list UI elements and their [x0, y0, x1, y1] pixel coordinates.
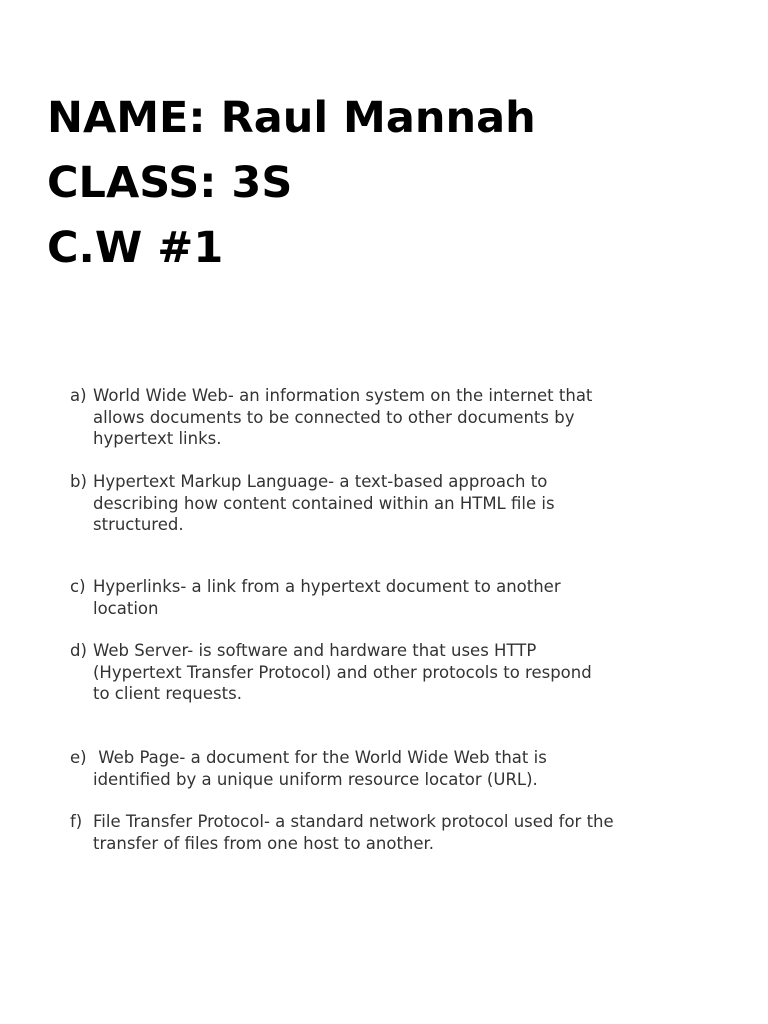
list-item-e [70, 747, 710, 790]
text-line: structured. [93, 515, 184, 534]
list-item-text [93, 385, 710, 450]
text-line: Web Page- a document for the World Wide Web that is [93, 748, 547, 767]
list-marker: b) [70, 472, 87, 491]
text-line: Web Server- is software and hardware that uses HTTP [93, 641, 537, 660]
text-line: location [93, 598, 159, 618]
list-item-d [70, 640, 710, 705]
document-header [47, 86, 536, 281]
list-item-f [70, 811, 710, 854]
text-line: identified by a unique uniform resource locator (URL). [93, 769, 538, 789]
list-marker: a) [70, 386, 87, 405]
list-marker: c) [70, 577, 86, 596]
list-item-text [93, 640, 710, 705]
text-line: allows documents to be connected to other documents by [93, 407, 575, 427]
list-item-text [93, 747, 710, 790]
list-item-a [70, 385, 710, 450]
classwork-heading: C.W #1 [47, 223, 224, 273]
list-item-text [93, 471, 710, 536]
student-name-heading: NAME: Raul Mannah [47, 93, 536, 143]
text-line: transfer of files from one host to another. [93, 833, 435, 853]
list-marker: e) [70, 748, 87, 767]
list-marker: d) [70, 641, 87, 660]
text-line: (Hypertext Transfer Protocol) and other protocols to respond [93, 662, 592, 682]
list-item-b [70, 471, 710, 536]
text-line: describing how content contained within an HTML file is [93, 493, 555, 513]
list-item-text [93, 811, 710, 854]
list-marker: f) [70, 812, 83, 831]
text-line: hypertext links. [93, 429, 222, 448]
list-item-text [93, 576, 710, 619]
text-line: Hypertext Markup Language- a text-based approach to [93, 472, 548, 491]
list-item-c [70, 576, 710, 619]
text-line: File Transfer Protocol- a standard network protocol used for the [93, 812, 614, 831]
text-line: World Wide Web- an information system on the internet that [93, 386, 593, 405]
class-heading: CLASS: 3S [47, 158, 293, 208]
text-line: to client requests. [93, 684, 242, 703]
text-line: Hyperlinks- a link from a hypertext document to another [93, 577, 561, 596]
